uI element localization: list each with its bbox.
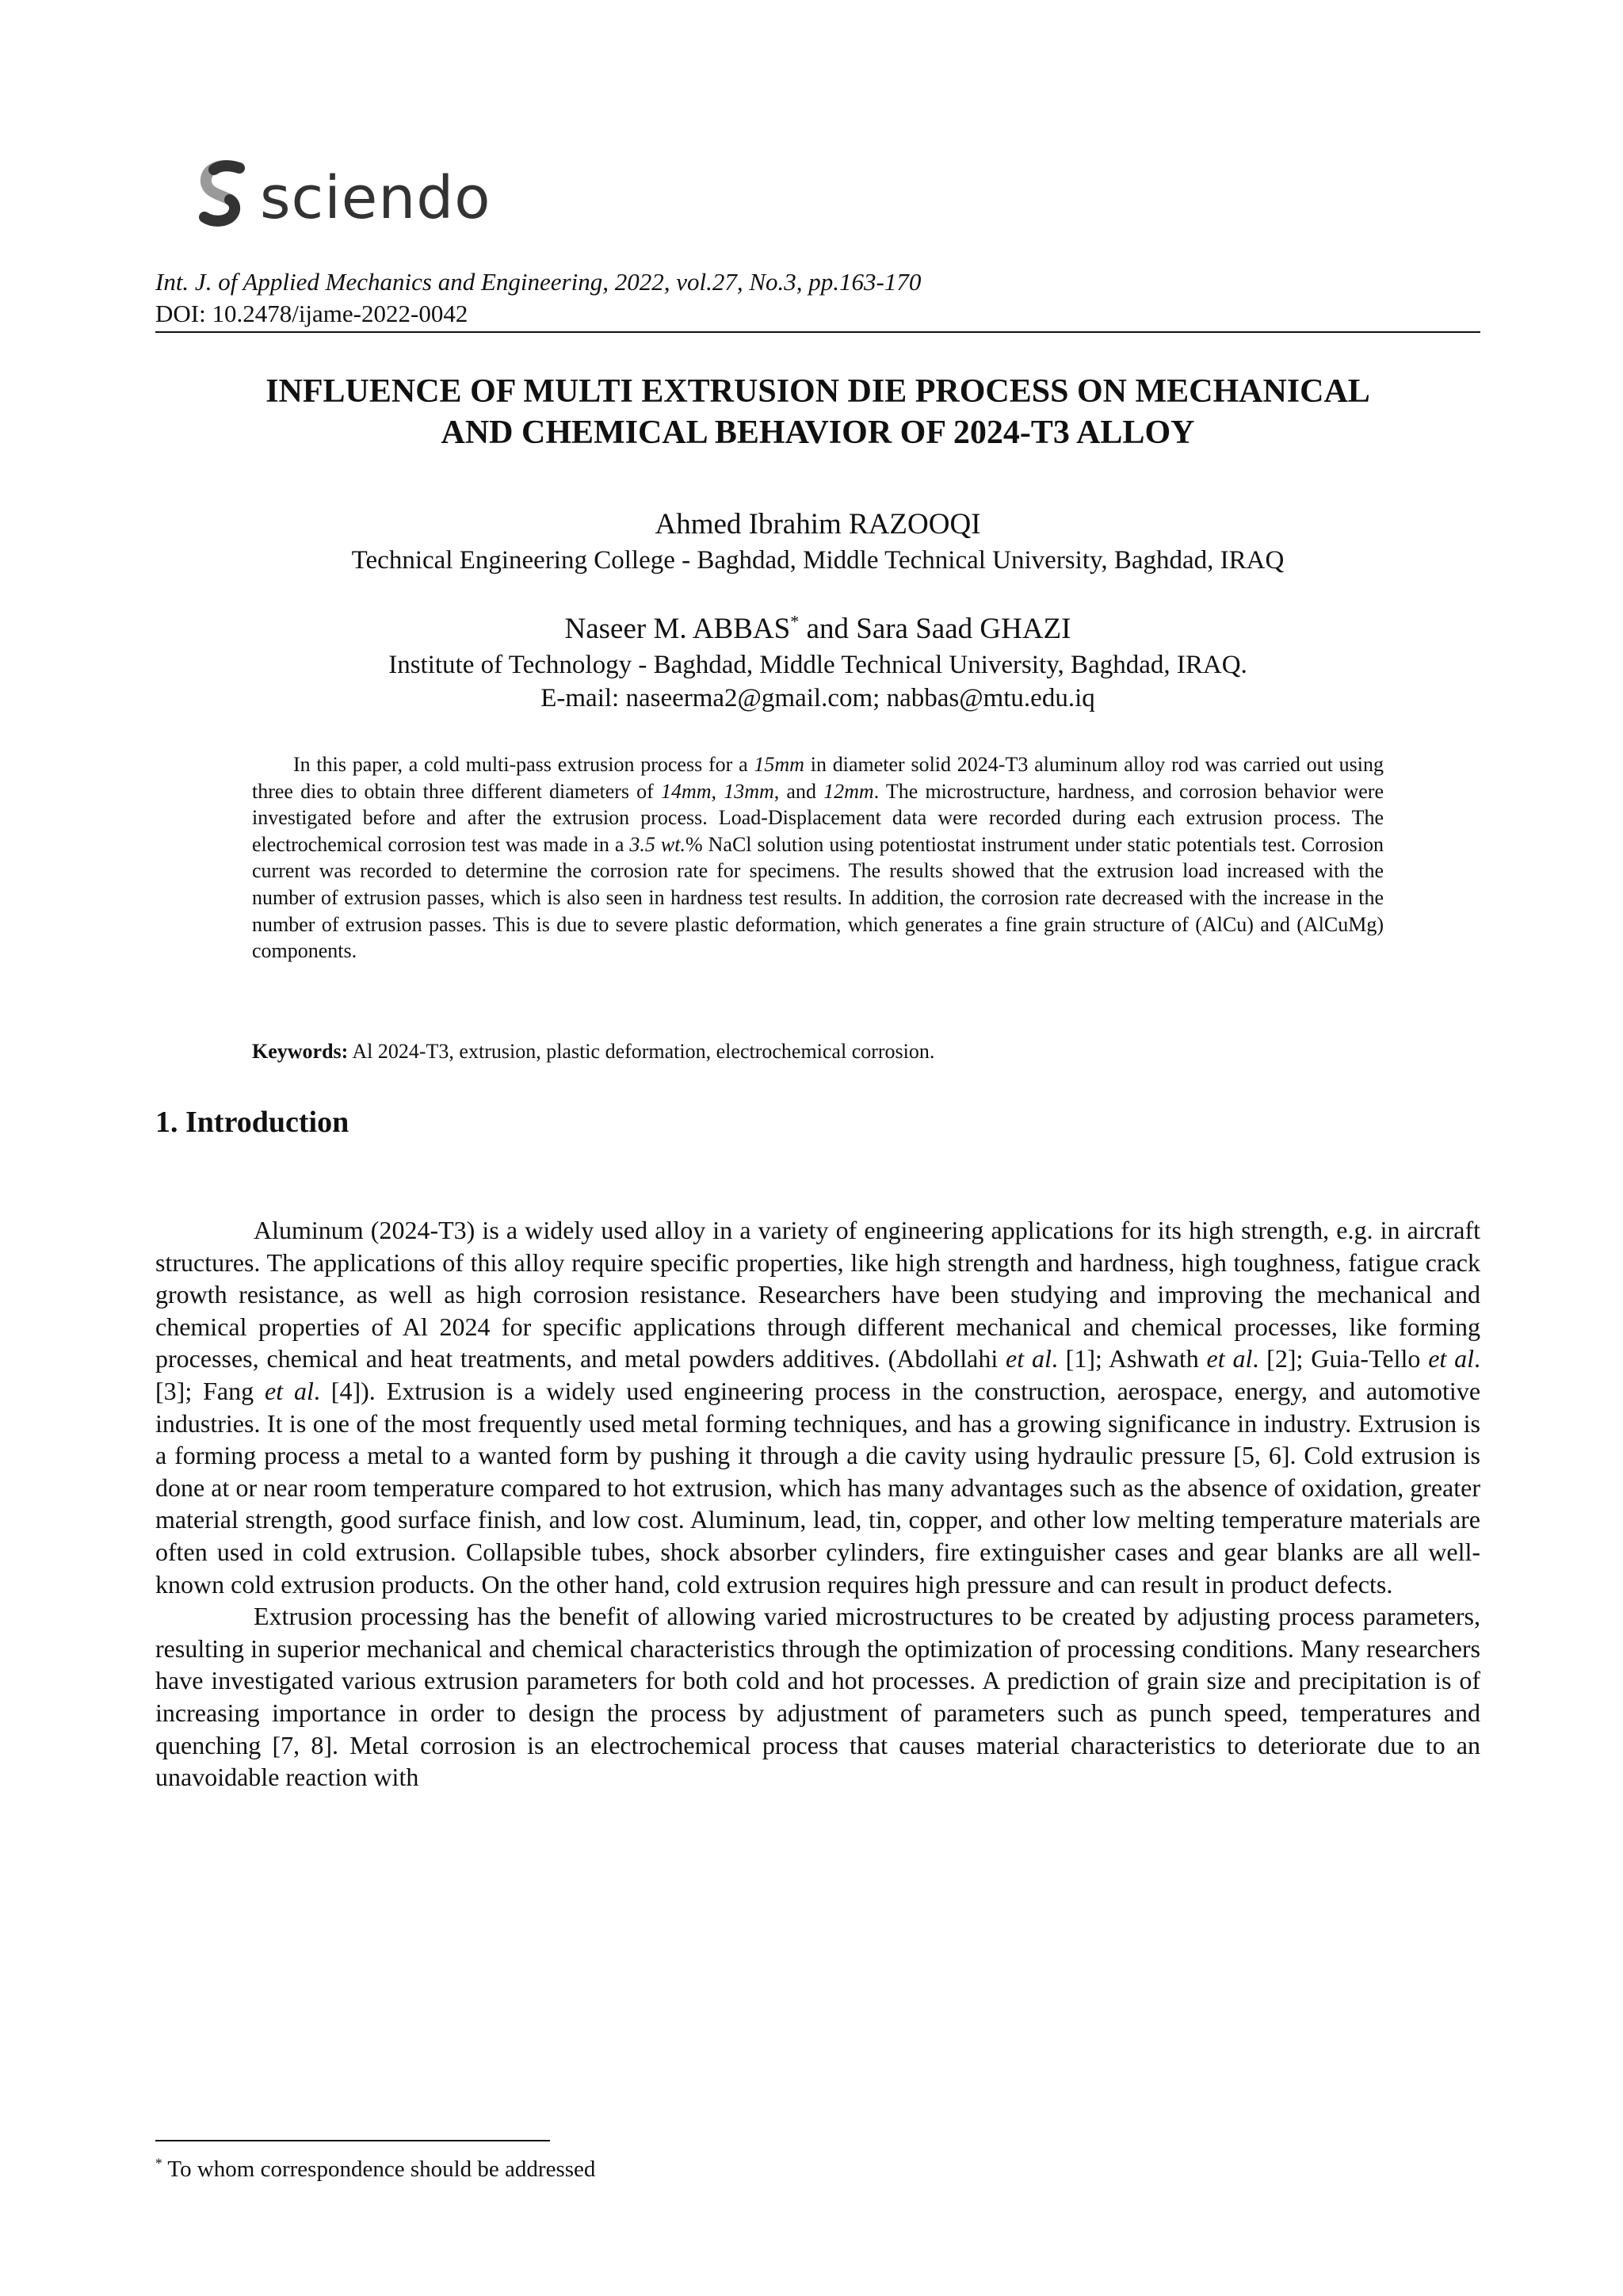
introduction-body: [155, 1214, 1480, 1794]
publisher-logo: [198, 159, 491, 238]
body-text: . [2]; Guia-Tello: [1252, 1344, 1429, 1373]
doi: DOI: 10.2478/ijame-2022-0042: [155, 300, 468, 327]
affiliation-2: Institute of Technology - Baghdad, Middle Technical University, Baghdad, IRAQ.: [388, 651, 1247, 679]
corresponding-author-mark: *: [790, 611, 800, 632]
abstract: [252, 751, 1384, 965]
affiliation-1: Technical Engineering College - Baghdad, Middle Technical University, Baghdad, IRAQ: [351, 546, 1285, 575]
abstract-text: in diameter solid 2024-T3 aluminum alloy rod was carried out using three dies to obtain three different diameters of: [252, 753, 1384, 803]
body-paragraph-1: [155, 1214, 1480, 1600]
keywords: [252, 1038, 1384, 1065]
author-2-line: [155, 612, 1480, 647]
header-rule: [155, 331, 1480, 333]
abstract-italic: 3.5 wt.: [629, 832, 685, 856]
abstract-text: , and: [773, 779, 824, 803]
footnote-text: To whom correspondence should be addressed: [162, 2157, 596, 2182]
abstract-text: % NaCl solution using potentiostat instrument under static potentials test. Corrosion current was recorded to determine the corrosion rate for specimens. The results showed that the extrusion load increased with the number of extrusion passes, which is also seen in hardness test results. In addition, the corrosion rate decreased with the increase in the number of extrusion passes. This is due to severe plastic deformation, which generates a fine grain structure of (AlCu) and (AlCuMg) components.: [252, 832, 1384, 963]
logo-text: sciendo: [260, 164, 491, 232]
title-line-1: INFLUENCE OF MULTI EXTRUSION DIE PROCESS ON MECHANICAL: [265, 373, 1370, 410]
body-italic: et al: [1428, 1344, 1475, 1373]
keywords-label: Keywords:: [252, 1040, 349, 1063]
author-3-name: and Sara Saad GHAZI: [799, 613, 1071, 645]
body-italic: et al: [1206, 1344, 1253, 1373]
abstract-italic: 12mm: [823, 779, 874, 803]
journal-citation: Int. J. of Applied Mechanics and Engineering, 2022, vol.27, No.3, pp.163-170: [155, 268, 922, 296]
paper-title: [155, 371, 1480, 453]
section-heading-introduction: 1. Introduction: [155, 1106, 349, 1139]
abstract-text: In this paper, a cold multi-pass extrusion process for a: [293, 753, 754, 776]
sciendo-s-logo-icon: [198, 160, 249, 236]
title-line-2: AND CHEMICAL BEHAVIOR OF 2024-T3 ALLOY: [441, 415, 1195, 451]
abstract-italic: 14mm, 13mm: [661, 779, 774, 803]
footnote-mark: *: [155, 2155, 162, 2172]
body-italic: et al: [1006, 1344, 1052, 1373]
keywords-text: Al 2024-T3, extrusion, plastic deformation, electrochemical corrosion.: [348, 1040, 935, 1063]
abstract-text: . The microstructure, hardness, and corrosion behavior were investigated before and after the extrusion process. Load-Displacement data were recorded during each extrusion process. The electrochemical corrosion test was made in a: [252, 779, 1384, 856]
abstract-italic: 15mm: [754, 753, 804, 776]
author-2-name: Naseer M. ABBAS: [564, 613, 791, 645]
author-email: E-mail: naseerma2@gmail.com; nabbas@mtu.edu.iq: [540, 684, 1095, 712]
body-text: . [3]; Fang: [155, 1344, 1481, 1405]
body-paragraph-2: Extrusion processing has the benefit of allowing varied microstructures to be created by adjusting process parameters, resulting in superior mechanical and chemical characteristics through the optimization of processing conditions. Many researchers have investigated various extrusion parameters for both cold and hot processes. A prediction of grain size and precipitation is of increasing importance in order to design the process by adjustment of parameters such as punch speed, temperatures and quenching [7, 8]. Metal corrosion is an electrochemical process that causes material characteristics to deteriorate due to an unavoidable reaction with: [155, 1602, 1480, 1792]
footnote: [155, 2154, 595, 2184]
body-text: . [4]). Extrusion is a widely used engineering process in the construction, aerospace, energy, and automotive industries. It is one of the most frequently used metal forming techniques, and has a growing significance in industry. Extrusion is a forming process a metal to a wanted form by pushing it through a die cavity using hydraulic pressure [5, 6]. Cold extrusion is done at or near room temperature compared to hot extrusion, which has many advantages such as the absence of oxidation, greater material strength, good surface finish, and low cost. Aluminum, lead, tin, copper, and other low melting temperature materials are often used in cold extrusion. Collapsible tubes, shock absorber cylinders, fire extinguisher cases and gear blanks are all well-known cold extrusion products. On the other hand, cold extrusion requires high pressure and can result in product defects.: [155, 1376, 1481, 1599]
body-text: . [1]; Ashwath: [1051, 1344, 1207, 1373]
footnote-rule: [155, 2140, 550, 2141]
body-text: Aluminum (2024-T3) is a widely used alloy in a variety of engineering applications for its high strength, e.g. in aircraft structures. The applications of this alloy require specific properties, like high strength and hardness, high toughness, fatigue crack growth resistance, as well as high corrosion resistance. Researchers have been studying and improving the mechanical and chemical properties of Al 2024 for specific applications through different mechanical and chemical processes, like forming processes, chemical and heat treatments, and metal powders additives. (Abdollahi: [155, 1216, 1480, 1373]
author-1: Ahmed Ibrahim RAZOOQI: [655, 508, 981, 541]
body-italic: et al: [265, 1376, 314, 1405]
